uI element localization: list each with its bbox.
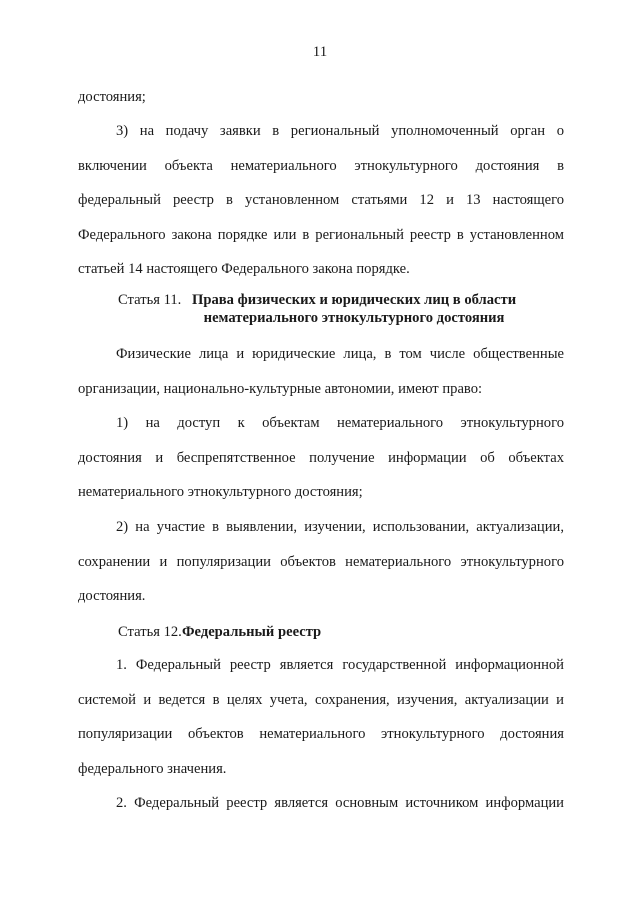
text-line: сохранении и популяризации объектов нематериального этнокультурного <box>78 553 564 570</box>
text-line: популяризации объектов нематериального этнокультурного достояния <box>78 726 564 743</box>
article-12-heading <box>118 623 568 643</box>
article-title <box>192 291 516 327</box>
paragraph-item-3 <box>78 114 564 287</box>
text-line: 2) на участие в выявлении, изучении, использовании, актуализации, <box>116 519 564 535</box>
previous-fragment: достояния; <box>78 89 146 105</box>
text-line: 1. Федеральный реестр является государственной информационной <box>116 657 564 673</box>
text-line: 1) на доступ к объектам нематериального этнокультурного <box>116 415 564 431</box>
text-line: достояния и беспрепятственное получение информации об объектах <box>78 449 564 466</box>
article-11-intro <box>78 337 564 406</box>
text-line: Физические лица и юридические лица, в том числе общественные <box>116 346 564 362</box>
article-11-item-1 <box>78 406 564 510</box>
text-line: системой и ведется в целях учета, сохранения, изучения, актуализации и <box>78 691 564 708</box>
article-12-paragraph-1 <box>78 648 564 786</box>
text-line: Федерального закона порядке или в региональный реестр в установленном <box>78 226 564 243</box>
text-line: нематериального этнокультурного достояния; <box>78 484 363 501</box>
article-label: Статья 11. <box>118 292 182 308</box>
article-11-item-2 <box>78 510 564 614</box>
article-title-line: нематериального этнокультурного достояния <box>203 310 505 326</box>
text-line: достояния. <box>78 588 146 605</box>
text-line: включении объекта нематериального этнокультурного достояния в <box>78 157 564 174</box>
article-11-heading <box>118 291 568 331</box>
page-number: 11 <box>312 44 328 60</box>
text-line: 2. Федеральный реестр является основным источником информации <box>116 795 564 811</box>
article-label: Статья 12. <box>118 624 182 640</box>
article-12-paragraph-2 <box>78 786 564 821</box>
article-title: Федеральный реестр <box>182 624 322 640</box>
text-line: статьей 14 настоящего Федерального закона порядке. <box>78 261 410 278</box>
text-line: 3) на подачу заявки в региональный уполномоченный орган о <box>116 123 564 139</box>
text-line: федерального значения. <box>78 760 227 777</box>
text-line: федеральный реестр в установленном статьями 12 и 13 настоящего <box>78 192 564 209</box>
text-line: организации, национально-культурные автономии, имеют право: <box>78 380 483 397</box>
article-title-line: Права физических и юридических лиц в области <box>192 292 517 308</box>
